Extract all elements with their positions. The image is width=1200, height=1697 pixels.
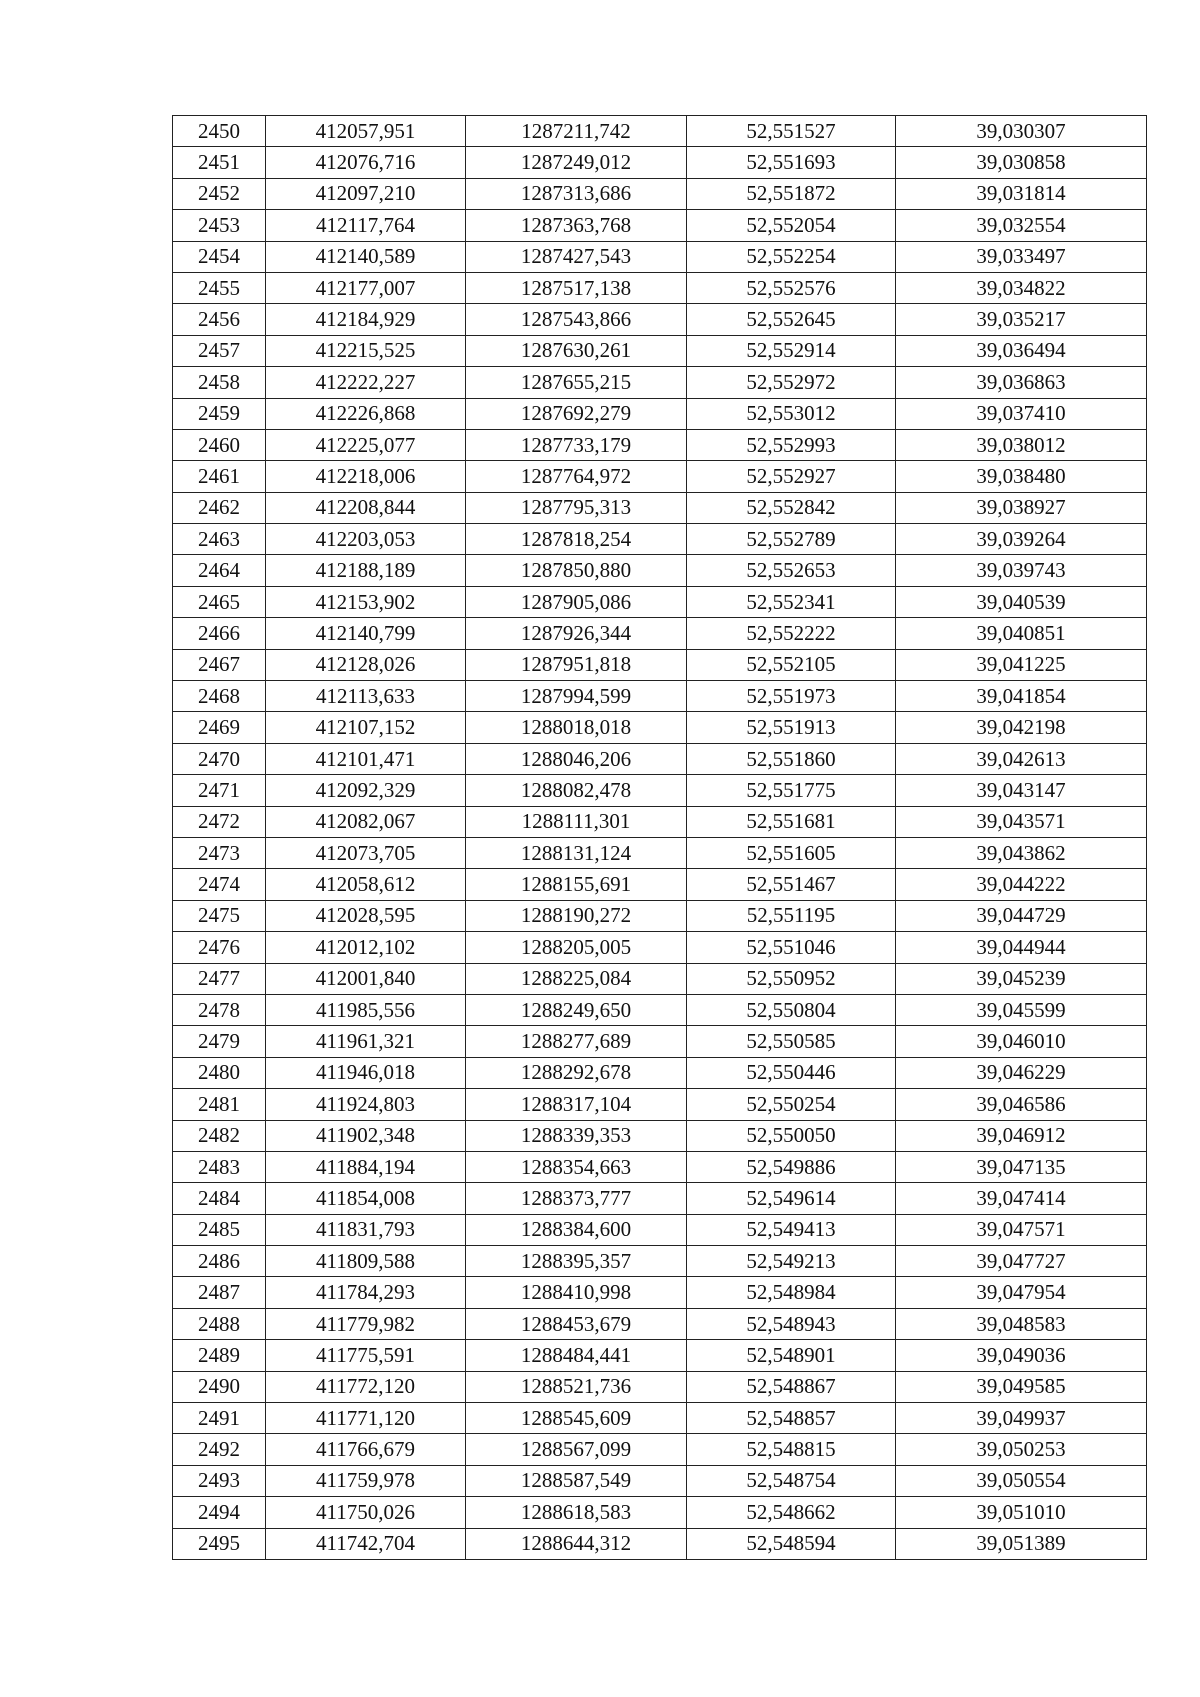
point-number-cell: 2454 bbox=[173, 241, 266, 272]
latitude-cell: 52,548901 bbox=[687, 1340, 896, 1371]
longitude-cell: 39,051010 bbox=[896, 1497, 1147, 1528]
y-coordinate-cell: 1288082,478 bbox=[466, 775, 687, 806]
latitude-cell: 52,550446 bbox=[687, 1057, 896, 1088]
longitude-cell: 39,030858 bbox=[896, 147, 1147, 178]
point-number-cell: 2472 bbox=[173, 806, 266, 837]
x-coordinate-cell: 412001,840 bbox=[266, 963, 466, 994]
table-row bbox=[173, 775, 1147, 806]
table-row bbox=[173, 681, 1147, 712]
x-coordinate-cell: 412140,589 bbox=[266, 241, 466, 272]
table-row bbox=[173, 178, 1147, 209]
table-row bbox=[173, 837, 1147, 868]
point-number-cell: 2451 bbox=[173, 147, 266, 178]
point-number-cell: 2455 bbox=[173, 272, 266, 303]
y-coordinate-cell: 1288484,441 bbox=[466, 1340, 687, 1371]
table-row bbox=[173, 932, 1147, 963]
y-coordinate-cell: 1288205,005 bbox=[466, 932, 687, 963]
latitude-cell: 52,550952 bbox=[687, 963, 896, 994]
longitude-cell: 39,039743 bbox=[896, 555, 1147, 586]
latitude-cell: 52,551693 bbox=[687, 147, 896, 178]
x-coordinate-cell: 412058,612 bbox=[266, 869, 466, 900]
latitude-cell: 52,548984 bbox=[687, 1277, 896, 1308]
x-coordinate-cell: 412188,189 bbox=[266, 555, 466, 586]
point-number-cell: 2484 bbox=[173, 1183, 266, 1214]
table-row bbox=[173, 1089, 1147, 1120]
point-number-cell: 2461 bbox=[173, 461, 266, 492]
y-coordinate-cell: 1288190,272 bbox=[466, 900, 687, 931]
longitude-cell: 39,044944 bbox=[896, 932, 1147, 963]
latitude-cell: 52,549614 bbox=[687, 1183, 896, 1214]
table-row bbox=[173, 586, 1147, 617]
y-coordinate-cell: 1288339,353 bbox=[466, 1120, 687, 1151]
point-number-cell: 2468 bbox=[173, 681, 266, 712]
x-coordinate-cell: 411946,018 bbox=[266, 1057, 466, 1088]
x-coordinate-cell: 411961,321 bbox=[266, 1026, 466, 1057]
latitude-cell: 52,550254 bbox=[687, 1089, 896, 1120]
point-number-cell: 2489 bbox=[173, 1340, 266, 1371]
y-coordinate-cell: 1288395,357 bbox=[466, 1246, 687, 1277]
y-coordinate-cell: 1288111,301 bbox=[466, 806, 687, 837]
point-number-cell: 2470 bbox=[173, 743, 266, 774]
table-row bbox=[173, 1434, 1147, 1465]
point-number-cell: 2476 bbox=[173, 932, 266, 963]
latitude-cell: 52,551775 bbox=[687, 775, 896, 806]
table-row bbox=[173, 147, 1147, 178]
y-coordinate-cell: 1288292,678 bbox=[466, 1057, 687, 1088]
y-coordinate-cell: 1287994,599 bbox=[466, 681, 687, 712]
table-row bbox=[173, 367, 1147, 398]
y-coordinate-cell: 1287850,880 bbox=[466, 555, 687, 586]
y-coordinate-cell: 1288373,777 bbox=[466, 1183, 687, 1214]
point-number-cell: 2488 bbox=[173, 1308, 266, 1339]
longitude-cell: 39,032554 bbox=[896, 210, 1147, 241]
x-coordinate-cell: 412128,026 bbox=[266, 649, 466, 680]
longitude-cell: 39,046229 bbox=[896, 1057, 1147, 1088]
longitude-cell: 39,047727 bbox=[896, 1246, 1147, 1277]
table-row bbox=[173, 1465, 1147, 1496]
longitude-cell: 39,051389 bbox=[896, 1528, 1147, 1559]
point-number-cell: 2479 bbox=[173, 1026, 266, 1057]
table-row bbox=[173, 1151, 1147, 1182]
x-coordinate-cell: 412107,152 bbox=[266, 712, 466, 743]
table-row bbox=[173, 900, 1147, 931]
x-coordinate-cell: 411924,803 bbox=[266, 1089, 466, 1120]
latitude-cell: 52,548754 bbox=[687, 1465, 896, 1496]
table-row bbox=[173, 1308, 1147, 1339]
y-coordinate-cell: 1288618,583 bbox=[466, 1497, 687, 1528]
y-coordinate-cell: 1288410,998 bbox=[466, 1277, 687, 1308]
latitude-cell: 52,552105 bbox=[687, 649, 896, 680]
y-coordinate-cell: 1287211,742 bbox=[466, 116, 687, 147]
table-row bbox=[173, 1277, 1147, 1308]
table-row bbox=[173, 116, 1147, 147]
latitude-cell: 52,552789 bbox=[687, 524, 896, 555]
longitude-cell: 39,047571 bbox=[896, 1214, 1147, 1245]
latitude-cell: 52,552222 bbox=[687, 618, 896, 649]
x-coordinate-cell: 412097,210 bbox=[266, 178, 466, 209]
x-coordinate-cell: 411831,793 bbox=[266, 1214, 466, 1245]
y-coordinate-cell: 1287427,543 bbox=[466, 241, 687, 272]
y-coordinate-cell: 1288567,099 bbox=[466, 1434, 687, 1465]
point-number-cell: 2480 bbox=[173, 1057, 266, 1088]
x-coordinate-cell: 412117,764 bbox=[266, 210, 466, 241]
longitude-cell: 39,036863 bbox=[896, 367, 1147, 398]
point-number-cell: 2490 bbox=[173, 1371, 266, 1402]
x-coordinate-cell: 411775,591 bbox=[266, 1340, 466, 1371]
latitude-cell: 52,553012 bbox=[687, 398, 896, 429]
y-coordinate-cell: 1288521,736 bbox=[466, 1371, 687, 1402]
y-coordinate-cell: 1288277,689 bbox=[466, 1026, 687, 1057]
longitude-cell: 39,043571 bbox=[896, 806, 1147, 837]
point-number-cell: 2477 bbox=[173, 963, 266, 994]
point-number-cell: 2465 bbox=[173, 586, 266, 617]
x-coordinate-cell: 412184,929 bbox=[266, 304, 466, 335]
x-coordinate-cell: 412226,868 bbox=[266, 398, 466, 429]
latitude-cell: 52,551195 bbox=[687, 900, 896, 931]
y-coordinate-cell: 1288155,691 bbox=[466, 869, 687, 900]
table-row bbox=[173, 461, 1147, 492]
longitude-cell: 39,042613 bbox=[896, 743, 1147, 774]
point-number-cell: 2474 bbox=[173, 869, 266, 900]
y-coordinate-cell: 1288354,663 bbox=[466, 1151, 687, 1182]
table-row bbox=[173, 1183, 1147, 1214]
table-row bbox=[173, 1497, 1147, 1528]
longitude-cell: 39,038012 bbox=[896, 429, 1147, 460]
point-number-cell: 2467 bbox=[173, 649, 266, 680]
y-coordinate-cell: 1287630,261 bbox=[466, 335, 687, 366]
latitude-cell: 52,551046 bbox=[687, 932, 896, 963]
y-coordinate-cell: 1288384,600 bbox=[466, 1214, 687, 1245]
point-number-cell: 2466 bbox=[173, 618, 266, 649]
point-number-cell: 2478 bbox=[173, 994, 266, 1025]
longitude-cell: 39,046586 bbox=[896, 1089, 1147, 1120]
y-coordinate-cell: 1288249,650 bbox=[466, 994, 687, 1025]
table-row bbox=[173, 492, 1147, 523]
x-coordinate-cell: 411750,026 bbox=[266, 1497, 466, 1528]
x-coordinate-cell: 412140,799 bbox=[266, 618, 466, 649]
y-coordinate-cell: 1287543,866 bbox=[466, 304, 687, 335]
longitude-cell: 39,036494 bbox=[896, 335, 1147, 366]
point-number-cell: 2482 bbox=[173, 1120, 266, 1151]
y-coordinate-cell: 1287926,344 bbox=[466, 618, 687, 649]
longitude-cell: 39,035217 bbox=[896, 304, 1147, 335]
latitude-cell: 52,548857 bbox=[687, 1403, 896, 1434]
point-number-cell: 2487 bbox=[173, 1277, 266, 1308]
longitude-cell: 39,041225 bbox=[896, 649, 1147, 680]
y-coordinate-cell: 1287249,012 bbox=[466, 147, 687, 178]
y-coordinate-cell: 1287951,818 bbox=[466, 649, 687, 680]
y-coordinate-cell: 1287363,768 bbox=[466, 210, 687, 241]
point-number-cell: 2464 bbox=[173, 555, 266, 586]
latitude-cell: 52,552972 bbox=[687, 367, 896, 398]
x-coordinate-cell: 412222,227 bbox=[266, 367, 466, 398]
y-coordinate-cell: 1287692,279 bbox=[466, 398, 687, 429]
longitude-cell: 39,045239 bbox=[896, 963, 1147, 994]
point-number-cell: 2459 bbox=[173, 398, 266, 429]
longitude-cell: 39,042198 bbox=[896, 712, 1147, 743]
x-coordinate-cell: 412218,006 bbox=[266, 461, 466, 492]
table-row bbox=[173, 429, 1147, 460]
table-row bbox=[173, 555, 1147, 586]
longitude-cell: 39,047414 bbox=[896, 1183, 1147, 1214]
point-number-cell: 2456 bbox=[173, 304, 266, 335]
latitude-cell: 52,552927 bbox=[687, 461, 896, 492]
point-number-cell: 2495 bbox=[173, 1528, 266, 1559]
longitude-cell: 39,038927 bbox=[896, 492, 1147, 523]
latitude-cell: 52,551605 bbox=[687, 837, 896, 868]
point-number-cell: 2485 bbox=[173, 1214, 266, 1245]
x-coordinate-cell: 411884,194 bbox=[266, 1151, 466, 1182]
y-coordinate-cell: 1288225,084 bbox=[466, 963, 687, 994]
point-number-cell: 2493 bbox=[173, 1465, 266, 1496]
x-coordinate-cell: 412215,525 bbox=[266, 335, 466, 366]
point-number-cell: 2463 bbox=[173, 524, 266, 555]
point-number-cell: 2469 bbox=[173, 712, 266, 743]
latitude-cell: 52,552341 bbox=[687, 586, 896, 617]
table-row bbox=[173, 398, 1147, 429]
x-coordinate-cell: 411766,679 bbox=[266, 1434, 466, 1465]
latitude-cell: 52,552254 bbox=[687, 241, 896, 272]
table-row bbox=[173, 743, 1147, 774]
y-coordinate-cell: 1288046,206 bbox=[466, 743, 687, 774]
table-row bbox=[173, 241, 1147, 272]
longitude-cell: 39,034822 bbox=[896, 272, 1147, 303]
x-coordinate-cell: 412101,471 bbox=[266, 743, 466, 774]
table-row bbox=[173, 1371, 1147, 1402]
latitude-cell: 52,551681 bbox=[687, 806, 896, 837]
longitude-cell: 39,049585 bbox=[896, 1371, 1147, 1402]
y-coordinate-cell: 1288545,609 bbox=[466, 1403, 687, 1434]
point-number-cell: 2481 bbox=[173, 1089, 266, 1120]
longitude-cell: 39,031814 bbox=[896, 178, 1147, 209]
x-coordinate-cell: 411742,704 bbox=[266, 1528, 466, 1559]
point-number-cell: 2473 bbox=[173, 837, 266, 868]
latitude-cell: 52,552576 bbox=[687, 272, 896, 303]
latitude-cell: 52,551973 bbox=[687, 681, 896, 712]
x-coordinate-cell: 412113,633 bbox=[266, 681, 466, 712]
y-coordinate-cell: 1288131,124 bbox=[466, 837, 687, 868]
point-number-cell: 2457 bbox=[173, 335, 266, 366]
longitude-cell: 39,043147 bbox=[896, 775, 1147, 806]
x-coordinate-cell: 411784,293 bbox=[266, 1277, 466, 1308]
x-coordinate-cell: 411779,982 bbox=[266, 1308, 466, 1339]
point-number-cell: 2492 bbox=[173, 1434, 266, 1465]
point-number-cell: 2483 bbox=[173, 1151, 266, 1182]
latitude-cell: 52,552645 bbox=[687, 304, 896, 335]
latitude-cell: 52,552054 bbox=[687, 210, 896, 241]
point-number-cell: 2475 bbox=[173, 900, 266, 931]
longitude-cell: 39,038480 bbox=[896, 461, 1147, 492]
x-coordinate-cell: 412208,844 bbox=[266, 492, 466, 523]
table-row bbox=[173, 335, 1147, 366]
table-row bbox=[173, 869, 1147, 900]
point-number-cell: 2450 bbox=[173, 116, 266, 147]
x-coordinate-cell: 411771,120 bbox=[266, 1403, 466, 1434]
longitude-cell: 39,039264 bbox=[896, 524, 1147, 555]
y-coordinate-cell: 1287818,254 bbox=[466, 524, 687, 555]
table-row bbox=[173, 649, 1147, 680]
latitude-cell: 52,552993 bbox=[687, 429, 896, 460]
x-coordinate-cell: 412057,951 bbox=[266, 116, 466, 147]
table-row bbox=[173, 994, 1147, 1025]
longitude-cell: 39,040539 bbox=[896, 586, 1147, 617]
table-row bbox=[173, 806, 1147, 837]
latitude-cell: 52,549213 bbox=[687, 1246, 896, 1277]
longitude-cell: 39,049937 bbox=[896, 1403, 1147, 1434]
latitude-cell: 52,551872 bbox=[687, 178, 896, 209]
longitude-cell: 39,041854 bbox=[896, 681, 1147, 712]
x-coordinate-cell: 411809,588 bbox=[266, 1246, 466, 1277]
longitude-cell: 39,037410 bbox=[896, 398, 1147, 429]
latitude-cell: 52,551860 bbox=[687, 743, 896, 774]
table-row bbox=[173, 712, 1147, 743]
table-row bbox=[173, 210, 1147, 241]
latitude-cell: 52,552914 bbox=[687, 335, 896, 366]
point-number-cell: 2471 bbox=[173, 775, 266, 806]
longitude-cell: 39,046912 bbox=[896, 1120, 1147, 1151]
x-coordinate-cell: 412073,705 bbox=[266, 837, 466, 868]
y-coordinate-cell: 1287517,138 bbox=[466, 272, 687, 303]
longitude-cell: 39,043862 bbox=[896, 837, 1147, 868]
y-coordinate-cell: 1287313,686 bbox=[466, 178, 687, 209]
table-row bbox=[173, 1214, 1147, 1245]
x-coordinate-cell: 412177,007 bbox=[266, 272, 466, 303]
longitude-cell: 39,046010 bbox=[896, 1026, 1147, 1057]
table-row bbox=[173, 1057, 1147, 1088]
table-row bbox=[173, 304, 1147, 335]
x-coordinate-cell: 411772,120 bbox=[266, 1371, 466, 1402]
x-coordinate-cell: 411854,008 bbox=[266, 1183, 466, 1214]
table-row bbox=[173, 618, 1147, 649]
longitude-cell: 39,050554 bbox=[896, 1465, 1147, 1496]
longitude-cell: 39,045599 bbox=[896, 994, 1147, 1025]
table-row bbox=[173, 1120, 1147, 1151]
x-coordinate-cell: 411902,348 bbox=[266, 1120, 466, 1151]
latitude-cell: 52,549413 bbox=[687, 1214, 896, 1245]
latitude-cell: 52,548943 bbox=[687, 1308, 896, 1339]
point-number-cell: 2453 bbox=[173, 210, 266, 241]
point-number-cell: 2486 bbox=[173, 1246, 266, 1277]
latitude-cell: 52,550804 bbox=[687, 994, 896, 1025]
latitude-cell: 52,551527 bbox=[687, 116, 896, 147]
latitude-cell: 52,552842 bbox=[687, 492, 896, 523]
latitude-cell: 52,551467 bbox=[687, 869, 896, 900]
latitude-cell: 52,549886 bbox=[687, 1151, 896, 1182]
point-number-cell: 2460 bbox=[173, 429, 266, 460]
y-coordinate-cell: 1287733,179 bbox=[466, 429, 687, 460]
latitude-cell: 52,548594 bbox=[687, 1528, 896, 1559]
point-number-cell: 2494 bbox=[173, 1497, 266, 1528]
longitude-cell: 39,047135 bbox=[896, 1151, 1147, 1182]
latitude-cell: 52,550585 bbox=[687, 1026, 896, 1057]
y-coordinate-cell: 1288317,104 bbox=[466, 1089, 687, 1120]
x-coordinate-cell: 411985,556 bbox=[266, 994, 466, 1025]
x-coordinate-cell: 412153,902 bbox=[266, 586, 466, 617]
latitude-cell: 52,548815 bbox=[687, 1434, 896, 1465]
table-row bbox=[173, 1403, 1147, 1434]
latitude-cell: 52,551913 bbox=[687, 712, 896, 743]
y-coordinate-cell: 1288453,679 bbox=[466, 1308, 687, 1339]
y-coordinate-cell: 1288018,018 bbox=[466, 712, 687, 743]
x-coordinate-cell: 412082,067 bbox=[266, 806, 466, 837]
table-row bbox=[173, 1246, 1147, 1277]
longitude-cell: 39,047954 bbox=[896, 1277, 1147, 1308]
x-coordinate-cell: 412076,716 bbox=[266, 147, 466, 178]
longitude-cell: 39,033497 bbox=[896, 241, 1147, 272]
y-coordinate-cell: 1287764,972 bbox=[466, 461, 687, 492]
latitude-cell: 52,548867 bbox=[687, 1371, 896, 1402]
longitude-cell: 39,050253 bbox=[896, 1434, 1147, 1465]
point-number-cell: 2458 bbox=[173, 367, 266, 398]
coordinates-table bbox=[172, 115, 1147, 1560]
x-coordinate-cell: 412203,053 bbox=[266, 524, 466, 555]
y-coordinate-cell: 1287905,086 bbox=[466, 586, 687, 617]
longitude-cell: 39,049036 bbox=[896, 1340, 1147, 1371]
x-coordinate-cell: 412012,102 bbox=[266, 932, 466, 963]
point-number-cell: 2452 bbox=[173, 178, 266, 209]
y-coordinate-cell: 1287795,313 bbox=[466, 492, 687, 523]
latitude-cell: 52,550050 bbox=[687, 1120, 896, 1151]
y-coordinate-cell: 1288587,549 bbox=[466, 1465, 687, 1496]
latitude-cell: 52,552653 bbox=[687, 555, 896, 586]
table-row bbox=[173, 272, 1147, 303]
latitude-cell: 52,548662 bbox=[687, 1497, 896, 1528]
table-row bbox=[173, 1340, 1147, 1371]
longitude-cell: 39,044729 bbox=[896, 900, 1147, 931]
longitude-cell: 39,040851 bbox=[896, 618, 1147, 649]
y-coordinate-cell: 1287655,215 bbox=[466, 367, 687, 398]
table-row bbox=[173, 1026, 1147, 1057]
table-row bbox=[173, 963, 1147, 994]
coordinates-table-body bbox=[173, 116, 1147, 1560]
longitude-cell: 39,030307 bbox=[896, 116, 1147, 147]
longitude-cell: 39,048583 bbox=[896, 1308, 1147, 1339]
table-row bbox=[173, 1528, 1147, 1559]
x-coordinate-cell: 412028,595 bbox=[266, 900, 466, 931]
x-coordinate-cell: 411759,978 bbox=[266, 1465, 466, 1496]
point-number-cell: 2491 bbox=[173, 1403, 266, 1434]
table-row bbox=[173, 524, 1147, 555]
point-number-cell: 2462 bbox=[173, 492, 266, 523]
longitude-cell: 39,044222 bbox=[896, 869, 1147, 900]
x-coordinate-cell: 412092,329 bbox=[266, 775, 466, 806]
y-coordinate-cell: 1288644,312 bbox=[466, 1528, 687, 1559]
x-coordinate-cell: 412225,077 bbox=[266, 429, 466, 460]
